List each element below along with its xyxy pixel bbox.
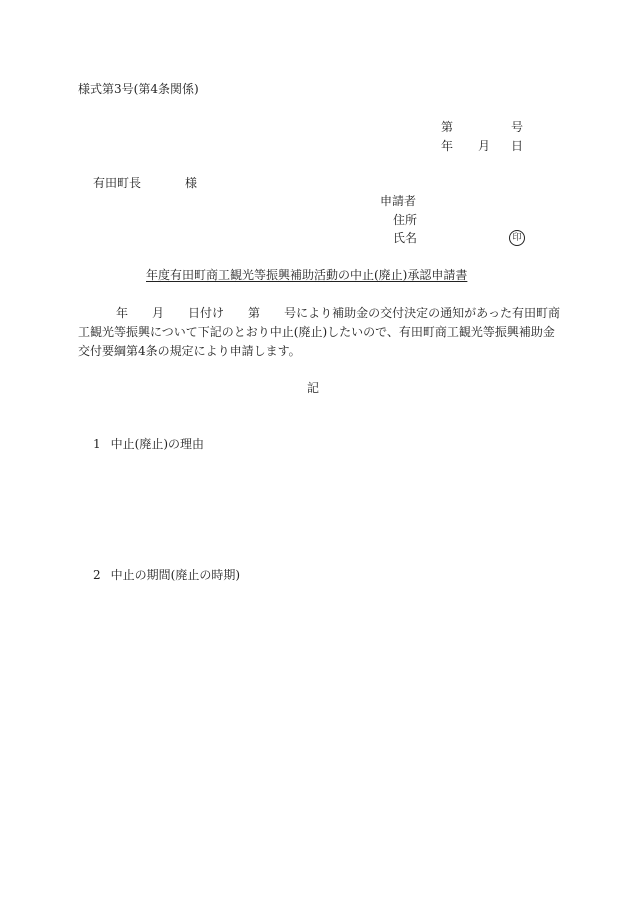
address-label: 住所 <box>393 213 418 227</box>
body-dated: 日付け <box>188 306 225 320</box>
body-line-1 <box>116 306 560 320</box>
doc-number-go: 号 <box>511 120 524 134</box>
ki-mark: 記 <box>307 381 320 395</box>
name-label: 氏名 <box>393 231 418 245</box>
body-line-3: 交付要綱第4条の規定により申請します。 <box>78 344 301 358</box>
body-month: 月 <box>152 306 165 320</box>
item-1-label: 中止(廃止)の理由 <box>110 437 205 451</box>
item-2 <box>93 568 240 582</box>
document-title: 年度有田町商工観光等振興補助活動の中止(廃止)承認申請書 <box>146 268 468 282</box>
date-year: 年 <box>441 139 454 153</box>
seal-mark: 印 <box>509 230 525 246</box>
item-1-number: 1 <box>93 437 101 451</box>
body-line-2: 工観光等振興について下記のとおり中止(廃止)したいので、有田町商工観光等振興補助金 <box>78 325 555 339</box>
addressee-honorific: 様 <box>185 176 198 190</box>
item-1 <box>93 437 204 451</box>
applicant-label: 申請者 <box>380 194 417 208</box>
doc-number-dai: 第 <box>441 120 454 134</box>
item-2-label: 中止の期間(廃止の時期) <box>110 568 241 582</box>
addressee-name: 有田町長 <box>93 176 142 190</box>
body-year: 年 <box>116 306 129 320</box>
body-rest: 号により補助金の交付決定の通知があった有田町商 <box>284 306 560 320</box>
item-2-number: 2 <box>93 568 101 582</box>
date-day: 日 <box>511 139 524 153</box>
date-month: 月 <box>478 139 491 153</box>
body-dai: 第 <box>248 306 261 320</box>
form-number: 様式第3号(第4条関係) <box>78 82 199 96</box>
